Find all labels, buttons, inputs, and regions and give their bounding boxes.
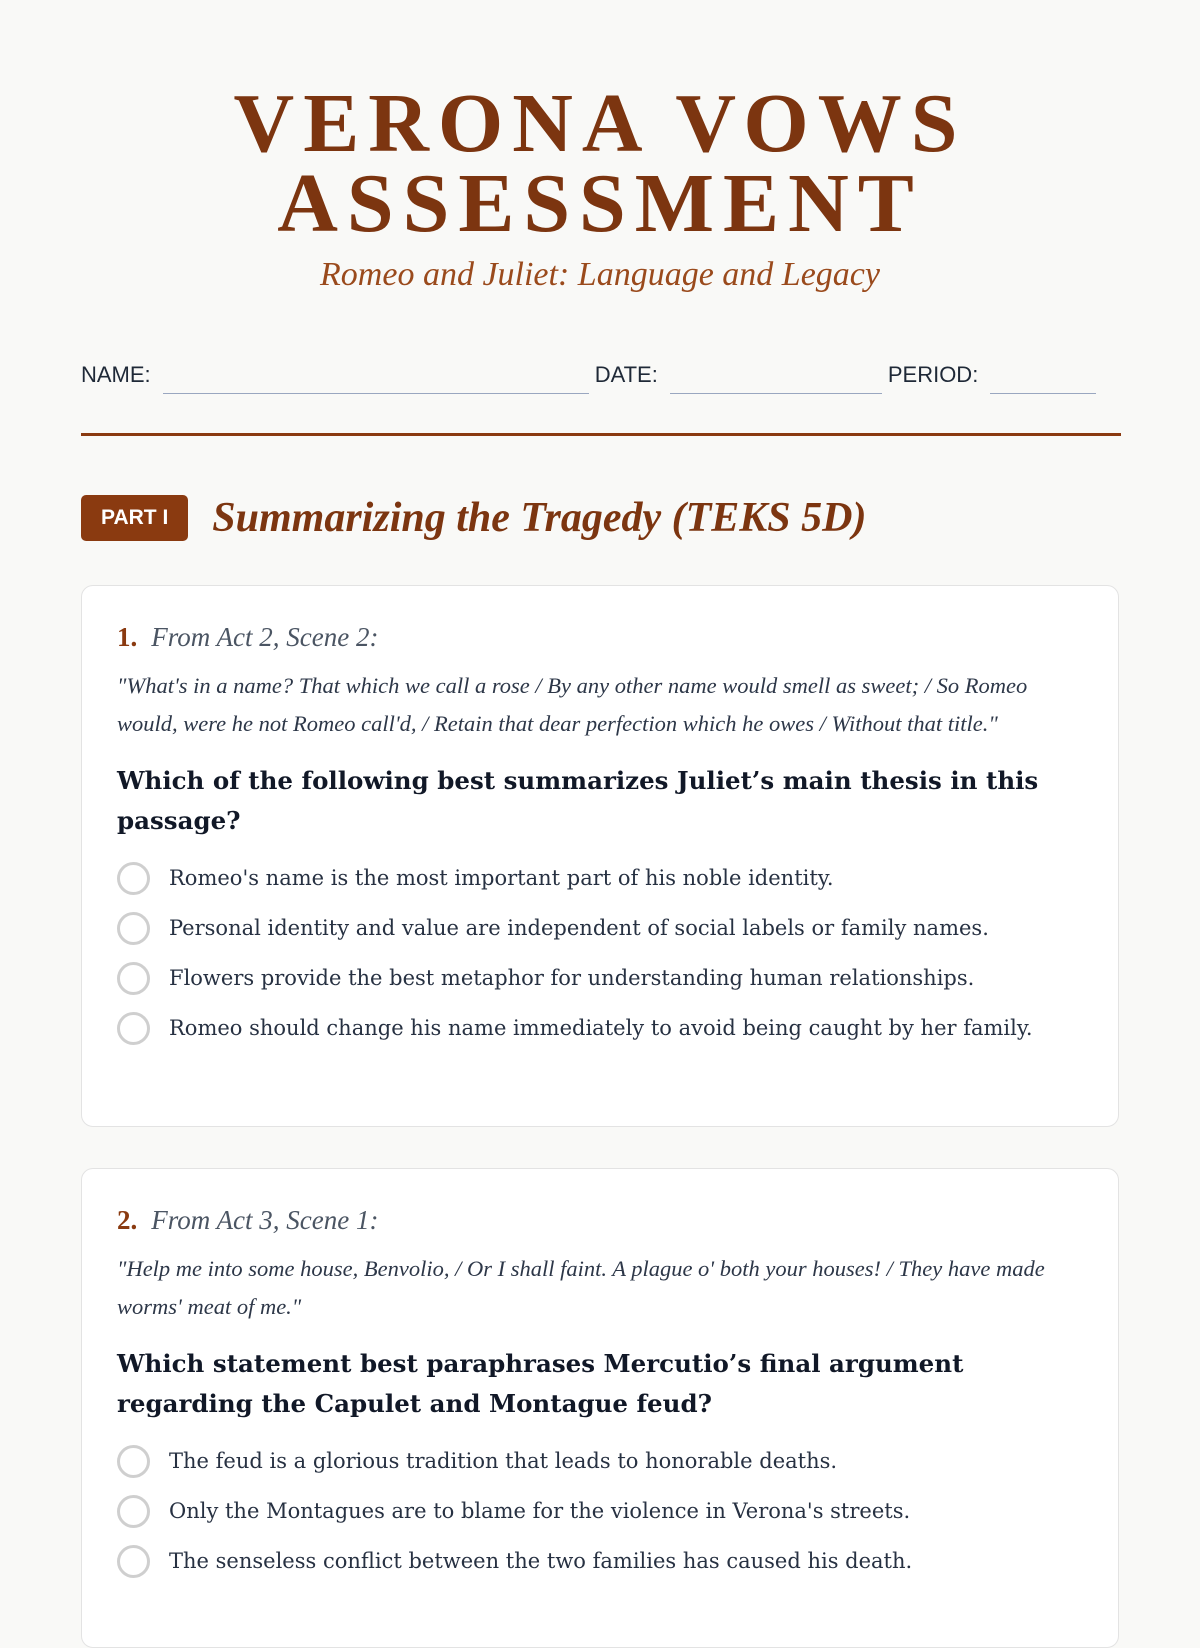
question-header <box>117 622 1083 653</box>
question-source: From Act 2, Scene 2: <box>151 622 379 652</box>
period-field[interactable] <box>990 363 1096 394</box>
header-divider <box>81 433 1121 436</box>
radio-button[interactable] <box>117 962 150 995</box>
answer-option[interactable] <box>117 1536 1083 1586</box>
radio-button[interactable] <box>117 1445 150 1478</box>
option-text: Personal identity and value are independent of social labels or family names. <box>169 916 989 940</box>
option-text: The senseless conflict between the two families has caused his death. <box>169 1549 913 1573</box>
question-prompt: Which statement best paraphrases Mercutio’s final argument regarding the Capulet and Montague feud? <box>117 1349 964 1418</box>
title-line-1: VERONA VOWS <box>233 77 967 170</box>
answer-option[interactable] <box>117 1003 1083 1053</box>
option-text: Only the Montagues are to blame for the violence in Verona's streets. <box>169 1499 911 1523</box>
answer-option[interactable] <box>117 1486 1083 1536</box>
radio-button[interactable] <box>117 1495 150 1528</box>
question-quote: "What's in a name? That which we call a rose / By any other name would smell as sweet; / So Romeo would, were he not Romeo call'd, / Retain that dear perfection which he owes / Without that title." <box>117 673 1028 736</box>
question-number: 2. <box>117 1205 138 1235</box>
name-field[interactable] <box>163 363 589 394</box>
answer-options <box>117 853 1083 1053</box>
option-text: Romeo's name is the most important part of his noble identity. <box>169 866 834 890</box>
student-info-fields <box>81 358 1121 394</box>
part-badge: PART I <box>81 495 188 541</box>
option-text: The feud is a glorious tradition that leads to honorable deaths. <box>169 1449 838 1473</box>
title-line-2: ASSESSMENT <box>277 157 923 250</box>
question-quote: "Help me into some house, Benvolio, / Or I shall faint. A plague o' both your houses! / They have made worms' meat of me." <box>117 1256 1045 1319</box>
answer-options <box>117 1436 1083 1586</box>
question-card <box>81 1168 1119 1648</box>
radio-button[interactable] <box>117 912 150 945</box>
radio-button[interactable] <box>117 862 150 895</box>
question-number: 1. <box>117 622 138 652</box>
question-source: From Act 3, Scene 1: <box>151 1205 379 1235</box>
question-card <box>81 585 1119 1127</box>
date-label: DATE: <box>594 362 658 387</box>
radio-button[interactable] <box>117 1012 150 1045</box>
name-label: NAME: <box>81 362 151 387</box>
question-prompt: Which of the following best summarizes Juliet’s main thesis in this passage? <box>117 766 1039 835</box>
radio-button[interactable] <box>117 1545 150 1578</box>
part-title: Summarizing the Tragedy (TEKS 5D) <box>212 495 867 541</box>
answer-option[interactable] <box>117 853 1083 903</box>
answer-option[interactable] <box>117 1436 1083 1486</box>
option-text: Flowers provide the best metaphor for understanding human relationships. <box>169 966 975 990</box>
answer-option[interactable] <box>117 903 1083 953</box>
date-field[interactable] <box>670 363 882 394</box>
period-label: PERIOD: <box>887 362 979 387</box>
answer-option[interactable] <box>117 953 1083 1003</box>
option-text: Romeo should change his name immediately to avoid being caught by her family. <box>169 1016 1033 1040</box>
subtitle: Romeo and Juliet: Language and Legacy <box>320 256 880 293</box>
question-header <box>117 1205 1083 1236</box>
part-heading <box>81 495 866 541</box>
